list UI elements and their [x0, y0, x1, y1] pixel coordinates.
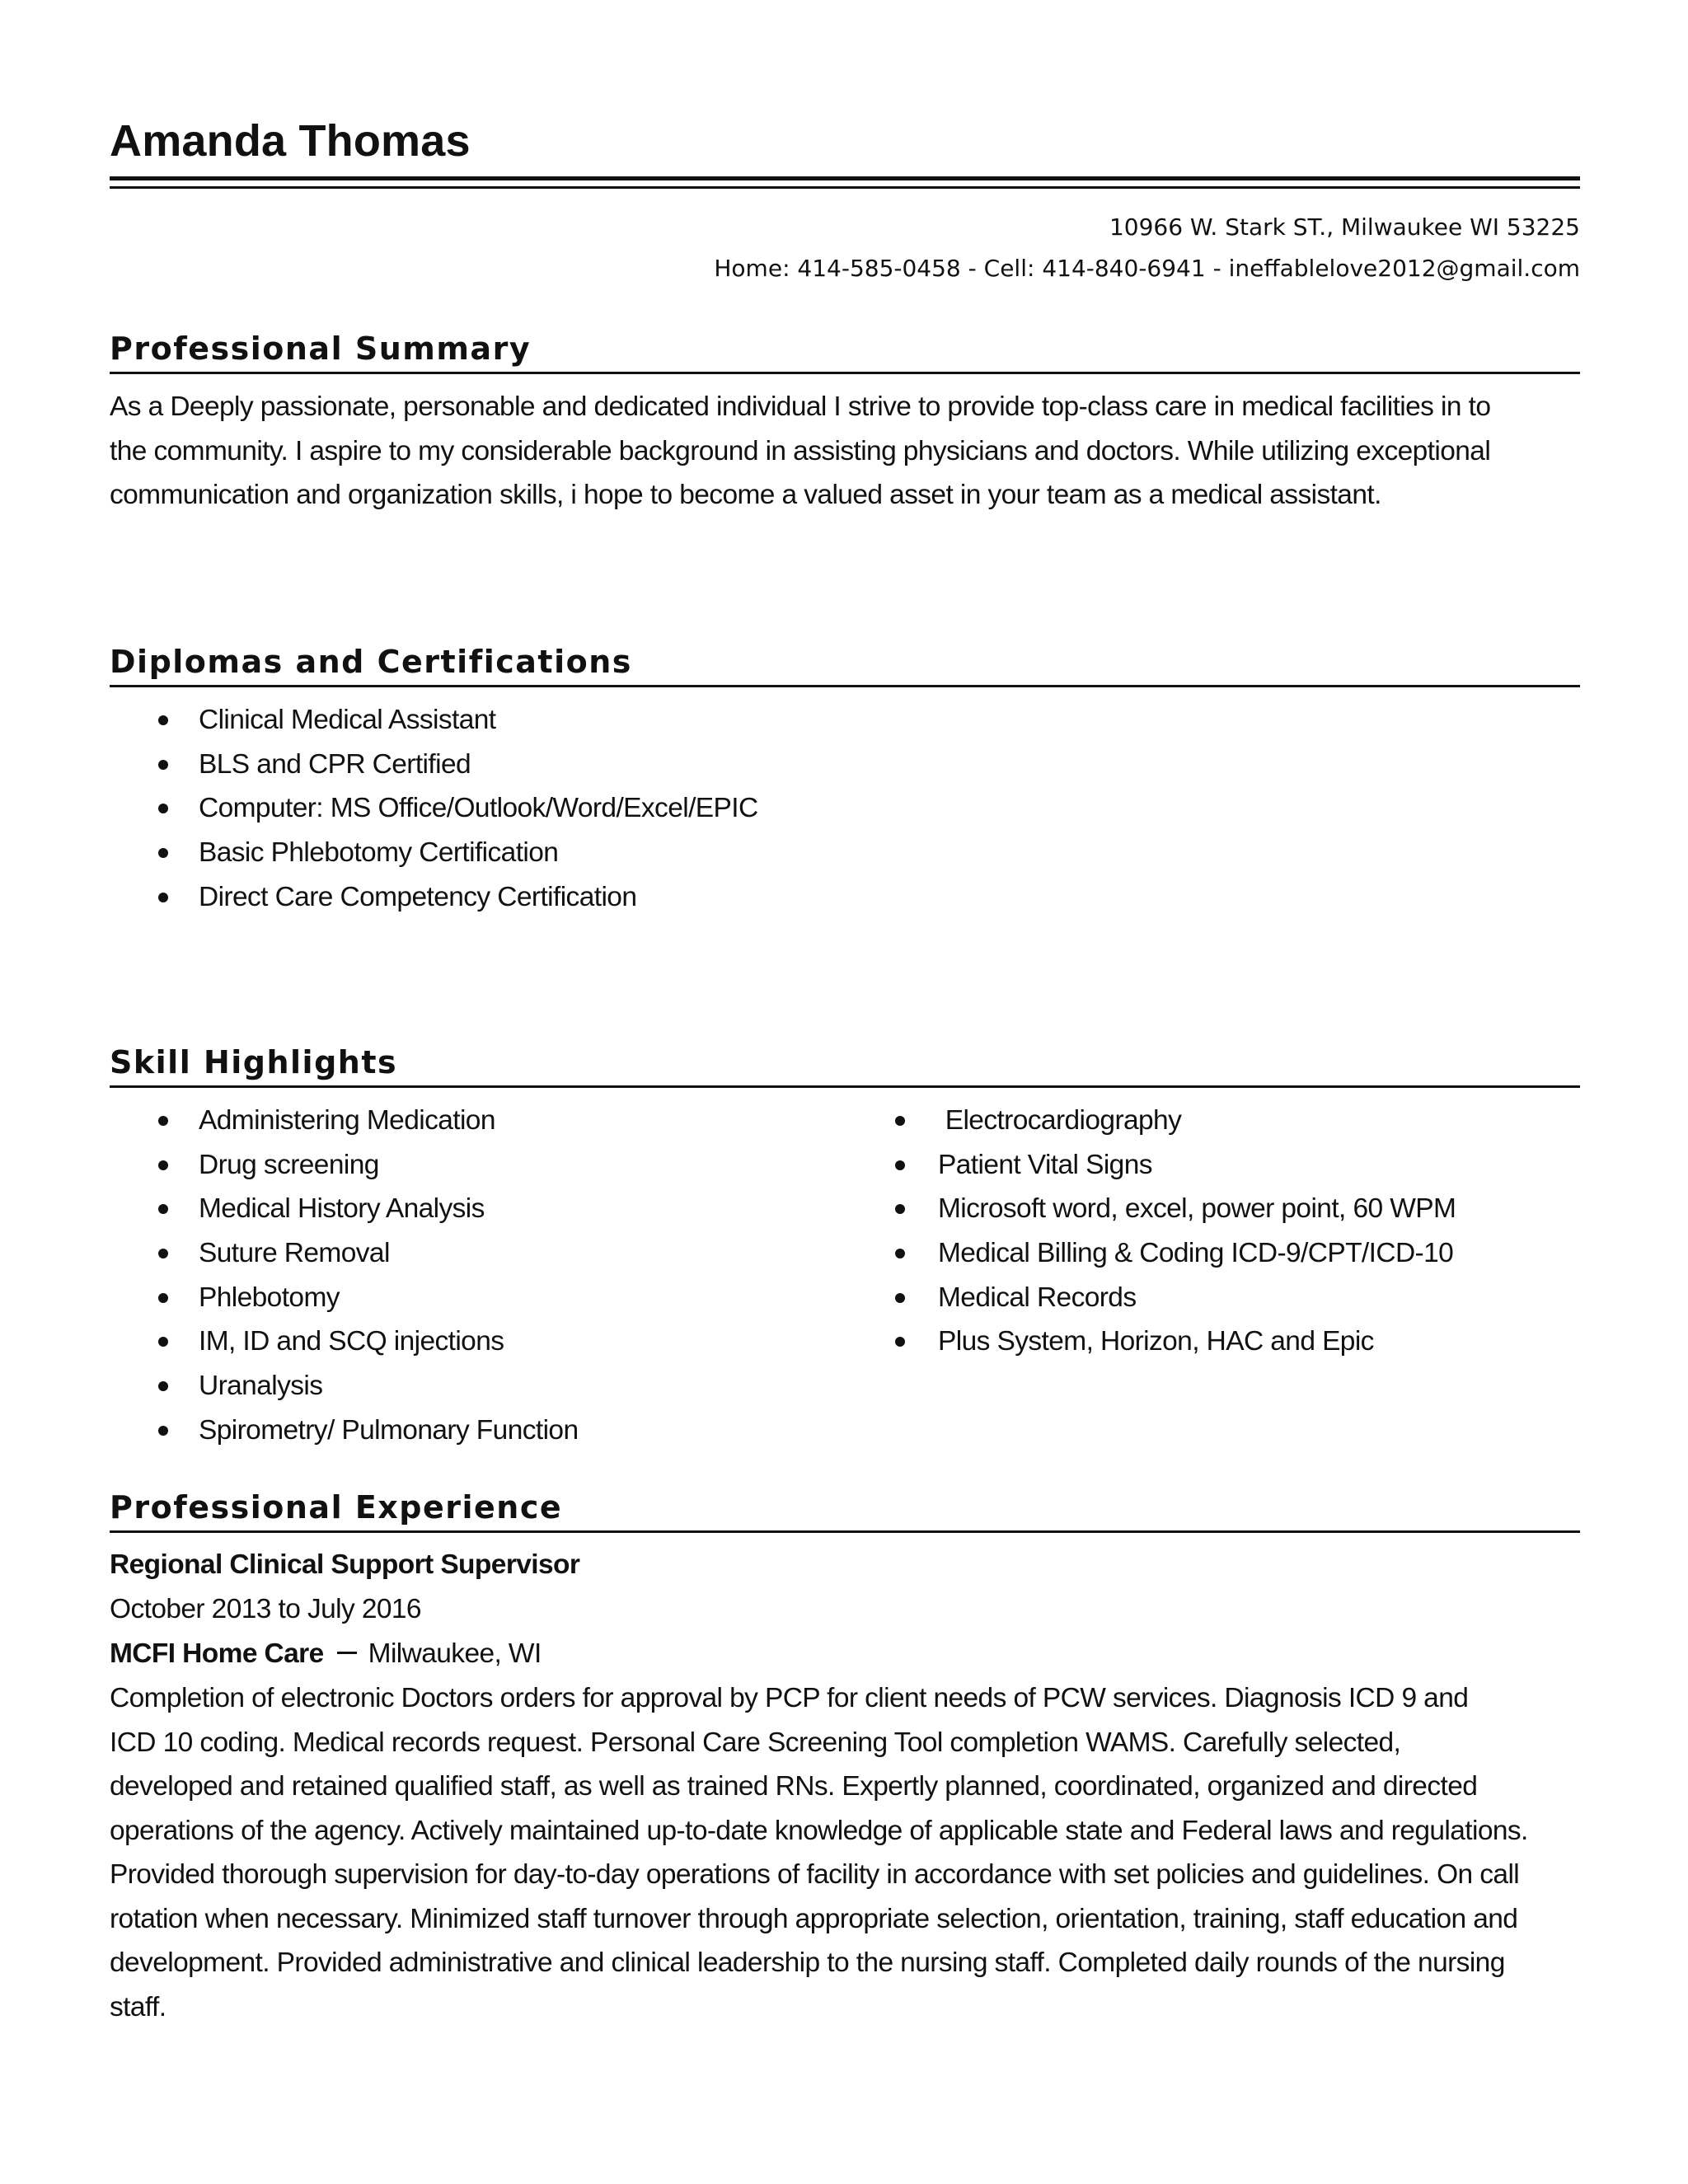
section-title-certifications: Diplomas and Certifications	[110, 644, 632, 680]
list-item: Plus System, Horizon, HAC and Epic	[895, 1319, 1456, 1364]
section-rule-skills	[110, 1085, 1580, 1088]
bullet-icon	[158, 1160, 168, 1170]
list-item: Suture Removal	[110, 1231, 579, 1276]
header-rule-bottom	[110, 186, 1580, 189]
summary-text	[110, 385, 1580, 518]
section-title-skills: Skill Highlights	[110, 1044, 398, 1080]
certifications-list	[110, 698, 758, 919]
bullet-icon	[158, 1337, 168, 1347]
job-description-line: ICD 10 coding. Medical records request. Personal Care Screening Tool completion WAMS. Carefully selected,	[110, 1727, 1401, 1758]
list-item: Medical Records	[895, 1276, 1456, 1320]
list-item: Phlebotomy	[110, 1276, 579, 1320]
list-item: Computer: MS Office/Outlook/Word/Excel/EPIC	[110, 786, 758, 831]
resume-page	[110, 0, 1580, 2184]
list-item: Microsoft word, excel, power point, 60 WPM	[895, 1187, 1456, 1231]
job-company: MCFI Home Care	[110, 1638, 324, 1669]
contact-phones-email: Home: 414-585-0458 - Cell: 414-840-6941 - ineffablelove2012@gmail.com	[714, 255, 1580, 282]
summary-line: As a Deeply passionate, personable and dedicated individual I strive to provide top-class care in medical facilities in to	[110, 391, 1491, 422]
skills-list-left	[110, 1099, 579, 1453]
job-description-line: Completion of electronic Doctors orders for approval by PCP for client needs of PCW services. Diagnosis ICD 9 and	[110, 1683, 1469, 1713]
bullet-icon	[158, 760, 168, 770]
section-rule-experience	[110, 1530, 1580, 1533]
list-item: Patient Vital Signs	[895, 1143, 1456, 1188]
job-description-line: Provided thorough supervision for day-to-day operations of facility in accordance with set policies and guidelines. On call	[110, 1859, 1520, 1890]
bullet-icon	[895, 1337, 905, 1347]
list-item: Uranalysis	[110, 1364, 579, 1408]
bullet-icon	[158, 893, 168, 902]
list-item: Direct Care Competency Certification	[110, 875, 758, 920]
bullet-icon	[158, 1204, 168, 1214]
summary-line: communication and organization skills, i hope to become a valued asset in your team as a medical assistant.	[110, 480, 1381, 510]
job-dates: October 2013 to July 2016	[110, 1594, 421, 1624]
candidate-name: Amanda Thomas	[110, 116, 471, 166]
bullet-icon	[895, 1160, 905, 1170]
header-rule-top	[110, 176, 1580, 180]
list-item: BLS and CPR Certified	[110, 743, 758, 787]
job-description-line: staff.	[110, 1991, 166, 2022]
section-rule-certifications	[110, 685, 1580, 687]
list-item: Administering Medication	[110, 1099, 579, 1143]
section-rule-summary	[110, 372, 1580, 374]
list-item: Spirometry/ Pulmonary Function	[110, 1408, 579, 1453]
bullet-icon	[158, 1293, 168, 1303]
job-description-line: developed and retained qualified staff, as well as trained RNs. Expertly planned, coordinated, organized and directed	[110, 1771, 1478, 1802]
list-item: Medical History Analysis	[110, 1187, 579, 1231]
list-item: Basic Phlebotomy Certification	[110, 831, 758, 875]
bullet-icon	[158, 1381, 168, 1391]
list-item: Drug screening	[110, 1143, 579, 1188]
bullet-icon	[895, 1204, 905, 1214]
job-description	[110, 1676, 1580, 2029]
job-location: Milwaukee, WI	[368, 1638, 542, 1669]
list-item: IM, ID and SCQ injections	[110, 1319, 579, 1364]
separator-dash	[337, 1652, 357, 1654]
bullet-icon	[158, 804, 168, 813]
list-item: Clinical Medical Assistant	[110, 698, 758, 743]
job-description-line: development. Provided administrative and clinical leadership to the nursing staff. Completed daily rounds of the nursing	[110, 1947, 1505, 1978]
bullet-icon	[158, 1426, 168, 1436]
bullet-icon	[158, 848, 168, 858]
bullet-icon	[158, 1116, 168, 1126]
section-title-summary: Professional Summary	[110, 330, 532, 367]
job-description-line: operations of the agency. Actively maintained up-to-date knowledge of applicable state and Federal laws and regulations.	[110, 1815, 1528, 1846]
contact-address: 10966 W. Stark ST., Milwaukee WI 53225	[1109, 213, 1580, 241]
job-description-line: rotation when necessary. Minimized staff turnover through appropriate selection, orientation, training, staff education and	[110, 1903, 1518, 1934]
list-item: Electrocardiography	[895, 1099, 1456, 1143]
summary-line: the community. I aspire to my considerable background in assisting physicians and doctors. While utilizing exceptional	[110, 435, 1491, 466]
skills-list-right	[895, 1099, 1456, 1364]
job-company-line	[110, 1632, 542, 1676]
bullet-icon	[158, 1249, 168, 1258]
bullet-icon	[158, 715, 168, 725]
section-title-experience: Professional Experience	[110, 1489, 563, 1526]
bullet-icon	[895, 1116, 905, 1126]
bullet-icon	[895, 1293, 905, 1303]
bullet-icon	[895, 1249, 905, 1258]
list-item: Medical Billing & Coding ICD-9/CPT/ICD-10	[895, 1231, 1456, 1276]
job-role: Regional Clinical Support Supervisor	[110, 1549, 580, 1580]
